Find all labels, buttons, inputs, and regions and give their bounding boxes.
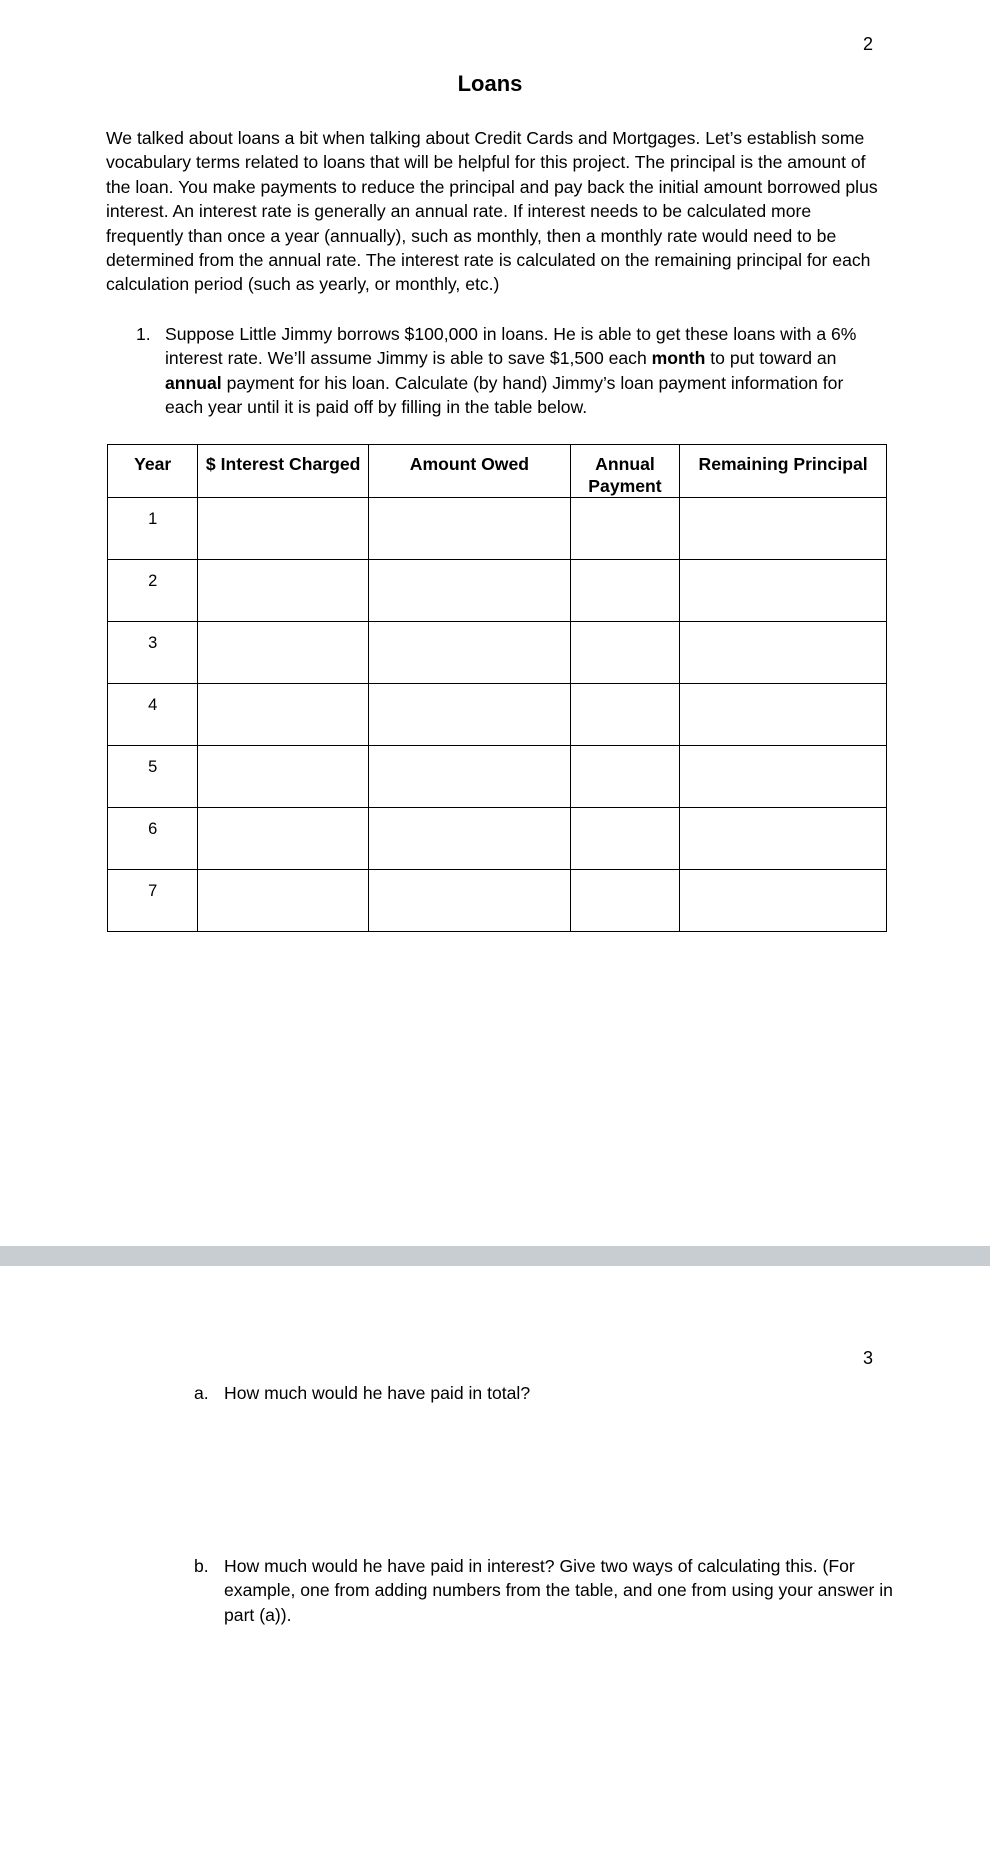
remaining-principal-cell[interactable] (680, 808, 887, 870)
annual-payment-cell[interactable] (570, 560, 679, 622)
sub-question-letter: a. (194, 1383, 209, 1403)
question-1 (136, 322, 886, 420)
sub-question-a (194, 1381, 894, 1405)
table-row (108, 746, 887, 808)
interest-cell[interactable] (198, 746, 369, 808)
interest-cell[interactable] (198, 808, 369, 870)
amount-owed-cell[interactable] (369, 870, 571, 932)
year-cell: 5 (108, 746, 198, 808)
header-interest-charged: $ Interest Charged (198, 445, 369, 498)
remaining-principal-cell[interactable] (680, 746, 887, 808)
interest-cell[interactable] (198, 622, 369, 684)
remaining-principal-cell[interactable] (680, 870, 887, 932)
year-cell: 4 (108, 684, 198, 746)
remaining-principal-cell[interactable] (680, 622, 887, 684)
annual-payment-cell[interactable] (570, 808, 679, 870)
question-text-part: Suppose Little Jimmy borrows $100,000 in loans. He is able to get these loans with a 6% interest rate. We’ll assume Jimmy is able to save $1,500 each (165, 324, 857, 369)
amount-owed-cell[interactable] (369, 498, 571, 560)
sub-question-text: How much would he have paid in total? (224, 1383, 531, 1403)
page-number: 2 (862, 34, 873, 54)
year-cell: 6 (108, 808, 198, 870)
annual-payment-cell[interactable] (570, 684, 679, 746)
header-amount-owed: Amount Owed (369, 445, 571, 498)
table-row (108, 684, 887, 746)
header-annual-payment: Annual Payment (570, 445, 679, 498)
annual-payment-cell[interactable] (570, 870, 679, 932)
amount-owed-cell[interactable] (369, 808, 571, 870)
remaining-principal-cell[interactable] (680, 498, 887, 560)
table-row (108, 808, 887, 870)
question-emphasis-month: month (651, 348, 706, 369)
table-header-row (108, 445, 887, 498)
question-text-part: to put toward an (705, 348, 837, 369)
table-row (108, 870, 887, 932)
year-cell: 7 (108, 870, 198, 932)
interest-cell[interactable] (198, 870, 369, 932)
interest-cell[interactable] (198, 498, 369, 560)
page-divider (0, 1246, 990, 1266)
amount-owed-cell[interactable] (369, 560, 571, 622)
interest-cell[interactable] (198, 560, 369, 622)
remaining-principal-cell[interactable] (680, 560, 887, 622)
page-number: 3 (862, 1348, 873, 1368)
question-text (165, 322, 886, 420)
sub-question-text: How much would he have paid in interest? Give two ways of calculating this. (For example, one from adding numbers from the table, and one from using your answer in part (a)). (224, 1556, 893, 1625)
table-row (108, 498, 887, 560)
remaining-principal-cell[interactable] (680, 684, 887, 746)
loan-payment-table (107, 444, 887, 932)
document-page-3 (0, 1266, 990, 1874)
year-cell: 2 (108, 560, 198, 622)
amount-owed-cell[interactable] (369, 746, 571, 808)
page-title: Loans (457, 71, 523, 96)
sub-question-b (194, 1554, 894, 1627)
intro-paragraph: We talked about loans a bit when talking about Credit Cards and Mortgages. Let’s establish some vocabulary terms related to loans that will be helpful for this project. The principal is the amount of the loan. You make payments to reduce the principal and pay back the initial amount borrowed plus interest. An interest rate is generally an annual rate. If interest needs to be calculated more frequently than once a year (annually), such as monthly, then a monthly rate would need to be determined from the annual rate. The interest rate is calculated on the remaining principal for each calculation period (such as yearly, or monthly, etc.) (106, 128, 878, 295)
table-row (108, 622, 887, 684)
question-emphasis-annual: annual (165, 372, 222, 393)
question-number: 1. (136, 324, 151, 344)
annual-payment-cell[interactable] (570, 498, 679, 560)
sub-question-letter: b. (194, 1556, 209, 1576)
header-remaining-principal: Remaining Principal (680, 445, 887, 498)
table-row (108, 560, 887, 622)
year-cell: 1 (108, 498, 198, 560)
amount-owed-cell[interactable] (369, 684, 571, 746)
amount-owed-cell[interactable] (369, 622, 571, 684)
annual-payment-cell[interactable] (570, 622, 679, 684)
header-year: Year (108, 445, 198, 498)
annual-payment-cell[interactable] (570, 746, 679, 808)
year-cell: 3 (108, 622, 198, 684)
question-text-part: payment for his loan. Calculate (by hand) Jimmy’s loan payment information for each year until it is paid off by filling in the table below. (165, 372, 844, 418)
interest-cell[interactable] (198, 684, 369, 746)
